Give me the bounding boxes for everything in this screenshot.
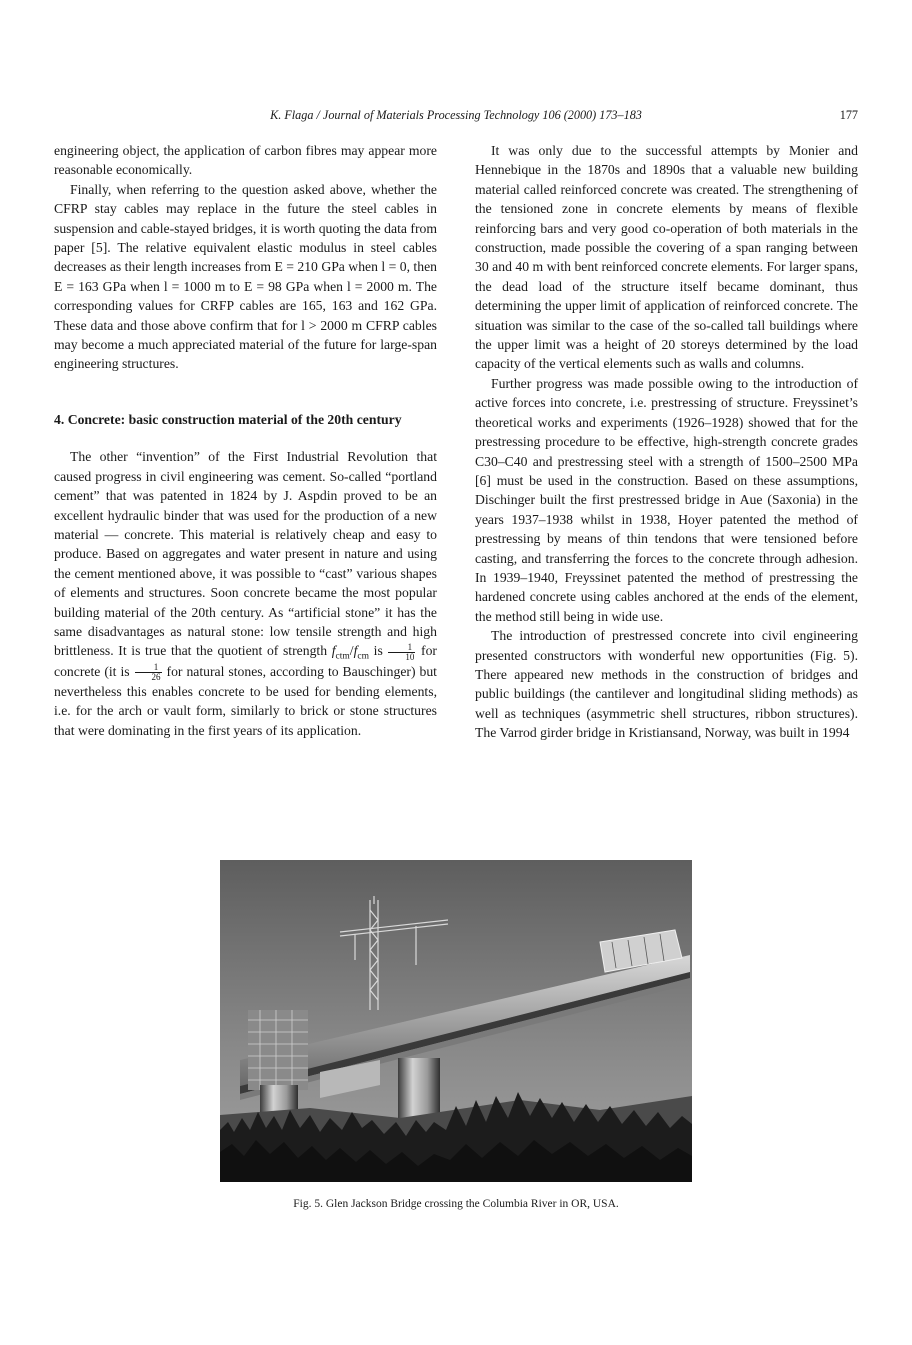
paragraph-text: The other “invention” of the First Industrial Revolution that caused progress in civil engineering was cement. So-called “portland cement” that was patented in 1824 by J. Aspdin proved to be an excellent hydraulic binder that was used for the production of a new material — concrete. This material is relatively cheap and easy to produce. Based on aggregates and water present in nature and using the cement mentioned above, it was possible to “cast” various shapes of elements and structures. Soon concrete became the most popular building material of the 20th century. As “artificial stone” it has the same disadvantages as natural stone: low tensile strength and high brittleness. It is true that the quotient of strength — [54, 449, 437, 659]
fraction-numerator: 1 — [135, 663, 162, 673]
paragraph-text: CFRP cables may become a much appreciated material of the future for large-span engineering structures. — [54, 317, 437, 372]
fraction-denominator: 10 — [405, 651, 415, 662]
right-column — [475, 141, 858, 743]
paragraph-text: Finally, when referring to the question asked above, whether the CFRP stay cables may replace in the future the steel cables in suspension and cable-stayed bridges, it is worth quoting the data from paper [5]. The relative equivalent elastic modulus in steel cables decreases as their length increases from — [54, 181, 437, 275]
slash: / — [349, 643, 354, 659]
left-column — [54, 141, 437, 740]
fraction — [135, 663, 162, 682]
paragraph-text: for concrete (it is — [54, 643, 437, 679]
bridge-photo-illustration — [220, 860, 692, 1182]
running-header — [54, 107, 858, 123]
subscript: ctm — [335, 652, 350, 663]
bridge-photo — [220, 860, 692, 1182]
paragraph: engineering object, the application of carbon fibres may appear more reasonable economically. — [54, 143, 437, 178]
paragraph-text: for natural stones, according to Bauschinger) but nevertheless this enables concrete to be used for bending elements, i.e. for the arch or vault form, similarly to brick or stone structures that were dominating in the first years of its application. — [54, 663, 437, 738]
paragraph — [54, 180, 437, 374]
paragraph: Further progress was made possible owing to the introduction of active forces into concrete, i.e. prestressing of structure. Freyssinet’s theoretical works and experiments (1926–1928) showed that for the prestressing procedure to be effective, high-strength concrete grades C30–C40 and prestressing steel with a strength of 1500–2500 MPa [6] must be used in the construction. Based on these assumptions, Dischinger built the first prestressed bridge in Aue (Saxonia) in the years 1937–1938 whilst in 1938, Hoyer patented the method of prestressing by means of thin tendons that were tensioned before casting, and transferring the forces to the concrete through adhesion. In 1939–1940, Freyssinet patented the method of prestressing the hardened concrete using cables anchored at the ends of the element, the method still being in wide use. — [475, 375, 858, 624]
paragraph-text: is — [369, 643, 388, 659]
paragraph-text: The corresponding values for CRFP cables are 165, 163 and 162 GPa. These data and those above confirm that for — [54, 278, 437, 333]
symbol-f: f — [331, 643, 336, 659]
paragraph: The introduction of prestressed concrete into civil engineering presented constructors with wonderful new opportunities (Fig. 5). There appeared new methods in the construction of bridges and public buildings (the cantilever and longitudinal sliding methods) as well as techniques (asymmetric shell structures, ribbon structures). The Varrod girder bridge in Kristiansand, Norway, was built in 1994 — [475, 628, 858, 741]
section-heading: 4. Concrete: basic construction material of the 20th century — [54, 411, 402, 427]
figure-caption: Fig. 5. Glen Jackson Bridge crossing the Columbia River in OR, USA. — [293, 1198, 619, 1210]
fraction-denominator: 26 — [151, 672, 161, 683]
equation-inline — [331, 643, 370, 663]
fraction-numerator: 1 — [388, 643, 415, 653]
equation-inline: l > 2000 m — [301, 317, 363, 333]
subscript: cm — [357, 652, 370, 663]
paragraph — [54, 447, 437, 740]
equation-inline: E = 210 GPa when l = 0, then E = 163 GPa when l = 1000 m to E = 98 GPa when l = 2000 m. — [54, 259, 437, 294]
page-number: 177 — [839, 108, 858, 122]
paragraph: It was only due to the successful attempts by Monier and Hennebique in the 1870s and 1890s that a valuable new building material called reinforced concrete was created. The strengthening of the tensioned zone in concrete elements by means of flexible reinforcing bars and very good co-operation of both materials in the construction, made possible the covering of a span ranging between 30 and 40 m with bent reinforced concrete elements. For larger spans, the dead load of the structure itself became dominant, thus determining the upper limit of application of reinforced concrete. The situation was similar to the case of the so-called tall buildings where the upper limit was a height of 20 storeys determined by the load capacity of the vertical elements such as walls and columns. — [475, 143, 858, 372]
journal-citation: K. Flaga / Journal of Materials Processing Technology 106 (2000) 173–183 — [270, 108, 642, 122]
symbol-f: f — [353, 643, 358, 659]
fraction — [388, 643, 415, 662]
